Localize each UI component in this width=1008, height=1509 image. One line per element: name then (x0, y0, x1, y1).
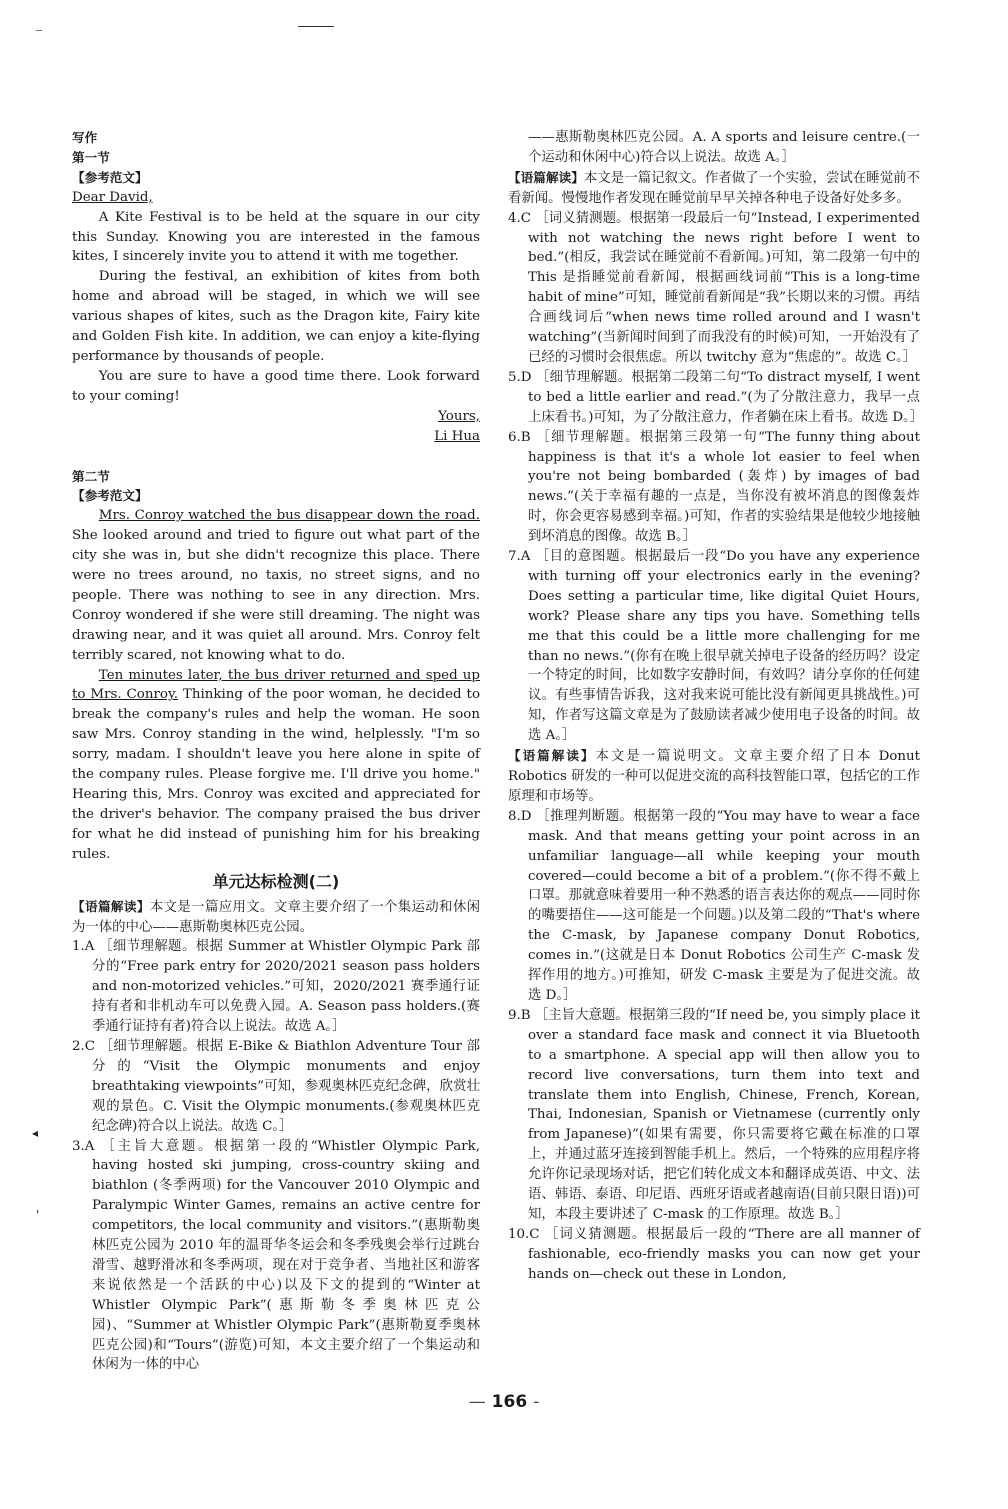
answer-explanation: ［主旨大意题。根据第三段的“If need be, you simply place it over a standard face mask and connect it via Bluetooth to a smartphone. A special app will then allow you to record live conversations, turn them into text and translate them into English, Chinese, French, Korean, Thai, Indonesian, Spanish or Vietnamese (currently only from Japanese)”(如果有需要，你只需要将它戴在标准的口罩上，并通过蓝牙连接到智能手机上。然后，一个特殊的应用程序将允许你记录现场对话，把它们转化成文本和翻译成英语、中文、法语、韩语、泰语、印尼语、西班牙语或者越南语(目前只限日语))可知，本段主要讲述了 C-mask 的工作原理。故选 B。］ (528, 1007, 920, 1222)
answer-item (508, 1225, 920, 1285)
answer-number: 1.A (72, 939, 95, 955)
answer-explanation: ［细节理解题。根据第三段第一句“The funny thing about happiness is that it's a whole lot easier to feel when you're not being bombarded (轰炸) by images of bad news.”(关于幸福有趣的一点是，当你没有被坏消息的图像轰炸时，你会更容易感到幸福。)可知，作者的实验结果是他较少地接触到坏消息的图像。故选 B。］ (528, 429, 920, 545)
answer-explanation: ［主旨大意题。根据第一段的“Whistler Olympic Park, having hosted ski jumping, cross-country skiing and biathlon (冬季两项) for the Vancouver 2010 Olympic and Paralympic Winter Games, remains an active centre for competitors, the local community and visitors.”(惠斯勒奥林匹克公园为 2010 年的温哥华冬运会和冬季残奥会举行过跳台滑雪、越野滑冰和冬季两项，现在对于竞争者、当地社区和游客来说依然是一个活跃的中心)以及下文的提到的“Winter at Whistler Olympic Park”(惠斯勒冬季奥林匹克公园)、“Summer at Whistler Olympic Park”(惠斯勒夏季奥林匹克公园)和“Tours”(游览)可知，本文主要介绍了一个集运动和休闲为一体的中心 (92, 1138, 480, 1373)
answer-explanation: ［目的意图题。根据最后一段“Do you have any experience with turning off your electronics early in the evening? Does setting a particular time, like digital Quiet Hours, work? Please share any tips you have. Something tells me that this could be a little more challenging for me than no news.”(你有在晚上很早就关掉电子设备的经历吗？设定一个特定的时间，比如数字安静时间，有效吗？请分享你的任何建议。有些事情告诉我，这对我来说可能比没有新闻更具挑战性。)可知，作者写这篇文章是为了鼓励读者减少使用电子设备的时间。故选 A。］ (528, 549, 920, 744)
page-footer (0, 1392, 1008, 1412)
answer-number: 3.A (72, 1138, 95, 1154)
section1-heading: 第一节 (72, 149, 110, 165)
sample-label-2: 【参考范文】 (72, 488, 148, 504)
passage-analysis (508, 168, 920, 209)
analysis-text: 本文是一篇记叙文。作者做了一个实验，尝试在睡觉前不看新闻。慢慢地作者发现在睡觉前早早关掉各种电子设备好处多多。 (508, 170, 921, 206)
analysis-text: 本文是一篇应用文。文章主要介绍了一个集运动和休闲为一体的中心——惠斯勒奥林匹克公园。 (72, 899, 481, 935)
story-opening-sentence: Mrs. Conroy watched the bus disappear down the road. (98, 508, 480, 524)
answer-explanation: ［推理判断题。根据第一段的“You may have to wear a face mask. And that means getting your point across in an unfamiliar language—all while keeping your mouth covered—could become a bit of a problem.”(你不得不戴上口罩。那就意味着要用一种不熟悉的语言表达你的观点——同时你的嘴要捂住——这可能是一个问题。)以及第二段的“That's where the C-mask, by Japanese company Donut Robotics, comes in.”(这就是日本 Donut Robotics 公司生产 C-mask 发挥作用的地方。)可推知，研发 C-mask 主要是为了促进交流。故选 D。］ (528, 808, 920, 1003)
letter-paragraph: During the festival, an exhibition of kites from both home and abroad will be staged, in which we will see various shapes of kites, such as the Dragon kite, Fairy kite and Golden Fish kite. In addition, we can enjoy a kite-flying performance by thousands of people. (72, 269, 480, 364)
answer-item (508, 1006, 920, 1225)
answer-number: 7.A (508, 549, 531, 565)
passage-analysis (72, 897, 480, 938)
footer-dash-right: - (533, 1392, 540, 1412)
letter-signature: Li Hua (434, 428, 480, 444)
story-paragraph-1 (72, 506, 480, 665)
answer-item (508, 368, 924, 428)
answer-item (72, 1037, 480, 1137)
answer-number: 9.B (508, 1007, 531, 1023)
answer-number: 8.D (508, 808, 532, 824)
answer-item (508, 209, 920, 368)
passage-analysis (508, 746, 920, 807)
answer-item (508, 807, 920, 1006)
corner-mark (36, 30, 42, 31)
margin-bullet: ◂ (32, 1126, 39, 1140)
story-second-opening: Ten minutes later, the bus driver returned and sped up to Mrs. Conroy. (72, 667, 480, 703)
letter-paragraph: A Kite Festival is to be held at the square in our city this Sunday. Knowing you are interested in the famous kites, I sincerely invite you to attend it with me together. (72, 209, 480, 265)
answer-explanation: ［细节理解题。根据 E-Bike & Biathlon Adventure Tour 部分的“Visit the Olympic monuments and enjoy breathtaking viewpoints”可知，参观奥林匹克纪念碑，欣赏壮观的景色。C. Visit the Olympic monuments.(参观奥林匹克纪念碑)符合以上说法。故选 C。］ (92, 1038, 480, 1134)
answer-explanation: ［细节理解题。根据第二段第二句“To distract myself, I went to bed a little earlier and read.”(为了分散注意力，我早一点上床看书。)可知，为了分散注意力，作者躺在床上看书。故选 D。］ (528, 369, 924, 425)
answer-item (72, 1137, 480, 1376)
analysis-label: 【语篇解读】 (508, 169, 584, 185)
answer-item (508, 547, 920, 746)
header-rule (298, 26, 334, 27)
continued-text: ——惠斯勒奥林匹克公园。A. A sports and leisure centre.(一个运动和休闲中心)符合以上说法。故选 A。］ (528, 130, 920, 165)
answer-number: 5.D (508, 369, 532, 385)
footer-dash-left: — (468, 1392, 486, 1412)
answer-number: 2.C (72, 1038, 96, 1054)
letter-paragraph: You are sure to have a good time there. Look forward to your coming! (72, 368, 480, 404)
answer-item (72, 937, 480, 1037)
analysis-text: 本文是一篇说明文。文章主要介绍了日本 Donut Robotics 研发的一种可以促进交流的高科技智能口罩，包括它的工作原理和市场等。 (508, 749, 920, 804)
answer-explanation: ［细节理解题。根据 Summer at Whistler Olympic Park 部分的“Free park entry for 2020/2021 season pass holders and non-motorized vehicles.”可知，2020/2021 赛季通行证持有者和非机动车可以免费入园。A. Season pass holders.(赛季通行证持有者)符合以上说法。故选 A。］ (92, 939, 480, 1035)
left-column (72, 128, 480, 1375)
sample-label-1: 【参考范文】 (72, 169, 148, 185)
answer-explanation: ［词义猜测题。根据第一段最后一句“Instead, I experimented with not watching the news right before I went to bed.”(相反，我尝试在睡觉前不看新闻。)可知，第二段第一句中的 This 是指睡觉前看新闻，根据画线词前“This is a long-time habit of mine”可知，睡觉前看新闻是“我”长期以来的习惯。再结合画线词后“when news time rolled around and I wasn't watching”(当新闻时间到了而我没有的时候)可知，一开始没有了已经的习惯时会很焦虑。所以 twitchy 意为“焦虑的”。故选 C。］ (528, 210, 920, 365)
analysis-label: 【语篇解读】 (508, 748, 596, 764)
answer-number: 4.C (508, 210, 532, 226)
letter-closing: Yours, (438, 408, 480, 424)
answer-item (508, 428, 920, 547)
writing-heading: 写作 (72, 130, 98, 145)
analysis-label: 【语篇解读】 (72, 898, 150, 914)
section2-heading: 第二节 (72, 468, 110, 484)
story-paragraph-2-text: Thinking of the poor woman, he decided to break the company's rules and help the woman. He soon saw Mrs. Conroy standing in the wind, helplessly. "I'm so sorry, madam. I shouldn't leave you here alone in spite of the company rules. Please forgive me. I'll drive you home." Hearing this, Mrs. Conroy was excited and appreciated for the driver's behavior. The company praised the bus driver for what he did instead of punishing him for his breaking rules. (72, 687, 481, 862)
margin-tick: ' (36, 1208, 40, 1222)
page-number: 166 (491, 1392, 528, 1412)
answer-explanation: ［词义猜测题。根据最后一段的“There are all manner of fashionable, eco-friendly masks you can now get your hands on—check out these in London, (528, 1226, 920, 1282)
story-paragraph-2 (72, 666, 480, 865)
story-paragraph-1-text: She looked around and tried to figure out what part of the city she was in, but she didn't recognize this place. There were no trees around, no taxis, no street signs, and no people. There was nothing to see in any direction. Mrs. Conroy wondered if she were still dreaming. The night was drawing near, and it was quiet all around. Mrs. Conroy felt terribly scared, not knowing what to do. (72, 528, 480, 663)
right-column (508, 128, 924, 1285)
unit-title: 单元达标检测(二) (212, 871, 340, 891)
answer-number: 10.C (508, 1226, 540, 1242)
answer-number: 6.B (508, 429, 531, 445)
letter-greeting: Dear David, (72, 189, 153, 205)
